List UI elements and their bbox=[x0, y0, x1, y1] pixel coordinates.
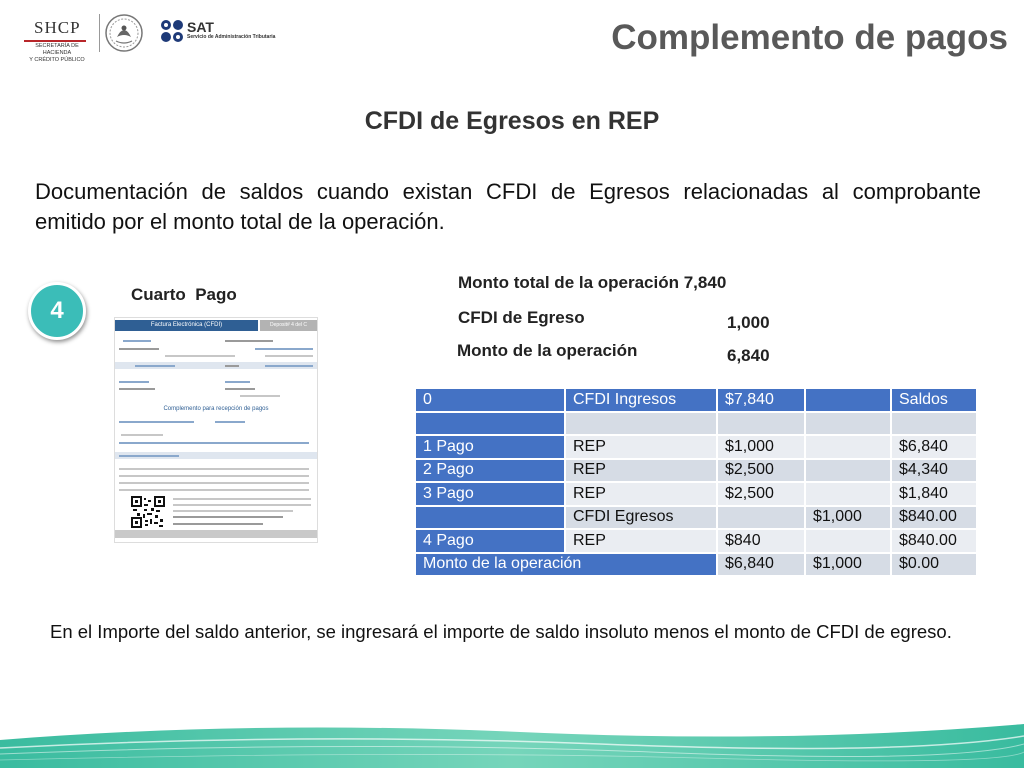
table-row bbox=[416, 483, 978, 507]
summary-operacion-label: Monto de la operación bbox=[457, 341, 638, 360]
invoice-line bbox=[173, 523, 263, 525]
table-row-label bbox=[416, 413, 566, 437]
payments-table bbox=[416, 389, 978, 577]
invoice-line bbox=[119, 489, 309, 491]
invoice-line bbox=[121, 434, 163, 436]
table-cell: REP bbox=[566, 483, 718, 507]
invoice-line bbox=[119, 381, 149, 383]
table-cell: $2,500 bbox=[718, 483, 806, 507]
table-header-cell: Saldos bbox=[892, 389, 978, 413]
table-cell: REP bbox=[566, 460, 718, 484]
qr-code-icon bbox=[131, 496, 165, 528]
summary-egreso-value: 1,000 bbox=[727, 313, 770, 332]
table-cell: $840.00 bbox=[892, 530, 978, 554]
table-row bbox=[416, 507, 978, 531]
sat-logo bbox=[160, 19, 280, 49]
logo-divider bbox=[99, 14, 100, 52]
table-header-row bbox=[416, 389, 978, 413]
page-title: Complemento de pagos bbox=[611, 18, 1008, 57]
invoice-thumbnail bbox=[114, 317, 318, 543]
table-row bbox=[416, 413, 978, 437]
table-cell: CFDI Egresos bbox=[566, 507, 718, 531]
table-row-label: 1 Pago bbox=[416, 436, 566, 460]
invoice-line bbox=[123, 340, 151, 342]
shcp-caption-line1: SECRETARÍA DE HACIENDA bbox=[35, 43, 79, 56]
invoice-line bbox=[225, 340, 273, 342]
invoice-footer-bar bbox=[115, 530, 317, 538]
table-cell bbox=[718, 413, 806, 437]
invoice-line bbox=[135, 365, 175, 367]
invoice-line bbox=[119, 348, 159, 350]
table-cell: $4,340 bbox=[892, 460, 978, 484]
summary-total: Monto total de la operación 7,840 bbox=[458, 273, 727, 292]
sat-logo-caption: Servicio de Administración Tributaria bbox=[187, 34, 276, 40]
table-footer-row bbox=[416, 554, 978, 578]
table-footer-label: Monto de la operación bbox=[416, 554, 718, 578]
table-row-label bbox=[416, 507, 566, 531]
invoice-line bbox=[225, 388, 255, 390]
invoice-line bbox=[119, 421, 194, 423]
table-cell bbox=[806, 436, 892, 460]
table-cell: $840.00 bbox=[892, 507, 978, 531]
table-cell: $840 bbox=[718, 530, 806, 554]
table-cell bbox=[806, 483, 892, 507]
invoice-line bbox=[119, 482, 309, 484]
invoice-header-tag: Deposit# 4 del C bbox=[260, 320, 317, 331]
table-row bbox=[416, 460, 978, 484]
invoice-line bbox=[119, 455, 179, 457]
invoice-line bbox=[265, 365, 313, 367]
table-cell: REP bbox=[566, 530, 718, 554]
summary-operacion-value: 6,840 bbox=[727, 346, 770, 365]
invoice-line bbox=[119, 388, 155, 390]
shcp-logo-caption bbox=[22, 43, 92, 64]
mexico-seal-icon bbox=[104, 13, 144, 53]
invoice-line bbox=[215, 421, 245, 423]
invoice-line bbox=[173, 516, 283, 518]
table-row bbox=[416, 436, 978, 460]
table-row bbox=[416, 530, 978, 554]
table-cell: $1,000 bbox=[718, 436, 806, 460]
invoice-line bbox=[255, 348, 313, 350]
table-cell: REP bbox=[566, 436, 718, 460]
table-cell bbox=[892, 413, 978, 437]
footer-wave-decoration bbox=[0, 710, 1024, 768]
table-header-cell: CFDI Ingresos bbox=[566, 389, 718, 413]
table-cell: $1,840 bbox=[892, 483, 978, 507]
invoice-line bbox=[173, 504, 311, 506]
sat-symbol-icon bbox=[160, 19, 184, 43]
table-cell bbox=[566, 413, 718, 437]
table-cell bbox=[806, 530, 892, 554]
step-badge: 4 bbox=[28, 282, 86, 340]
table-cell: $1,000 bbox=[806, 507, 892, 531]
shcp-caption-line2: Y CRÉDITO PÚBLICO bbox=[29, 57, 85, 63]
table-cell: $6,840 bbox=[892, 436, 978, 460]
section-subtitle: CFDI de Egresos en REP bbox=[364, 107, 660, 135]
sat-logo-name: SAT bbox=[187, 19, 214, 35]
invoice-line bbox=[165, 355, 235, 357]
shcp-logo-text: SHCP bbox=[34, 18, 81, 37]
invoice-line bbox=[240, 395, 280, 397]
invoice-complement-title: Complemento para recepción de pagos bbox=[163, 406, 269, 412]
table-row-label: 3 Pago bbox=[416, 483, 566, 507]
bottom-note: En el Importe del saldo anterior, se ingresará el importe de saldo insoluto menos el monto de CFDI de egreso. bbox=[50, 621, 952, 642]
invoice-line bbox=[265, 355, 313, 357]
table-cell bbox=[806, 413, 892, 437]
invoice-line bbox=[119, 468, 309, 470]
shcp-logo-rule bbox=[24, 40, 86, 42]
table-cell bbox=[718, 507, 806, 531]
table-footer-amount: $6,840 bbox=[718, 554, 806, 578]
shcp-logo bbox=[22, 18, 94, 63]
table-row-label: 4 Pago bbox=[416, 530, 566, 554]
table-footer-egreso: $1,000 bbox=[806, 554, 892, 578]
invoice-header: Factura Electrónica (CFDI) bbox=[115, 320, 258, 331]
table-row-label: 2 Pago bbox=[416, 460, 566, 484]
table-footer-saldo: $0.00 bbox=[892, 554, 978, 578]
table-header-cell: $7,840 bbox=[718, 389, 806, 413]
table-header-cell bbox=[806, 389, 892, 413]
invoice-line bbox=[225, 381, 250, 383]
table-cell: $2,500 bbox=[718, 460, 806, 484]
invoice-line bbox=[225, 365, 239, 367]
intro-paragraph: Documentación de saldos cuando existan CFDI de Egresos relacionadas al comprobante emitido por el monto total de la operación. bbox=[35, 179, 981, 234]
table-cell bbox=[806, 460, 892, 484]
invoice-line bbox=[173, 510, 293, 512]
invoice-line bbox=[119, 475, 309, 477]
step-label: Cuarto Pago bbox=[131, 285, 237, 304]
table-header-cell: 0 bbox=[416, 389, 566, 413]
summary-egreso-label: CFDI de Egreso bbox=[458, 308, 585, 327]
invoice-line bbox=[173, 498, 311, 500]
invoice-line bbox=[119, 442, 309, 444]
